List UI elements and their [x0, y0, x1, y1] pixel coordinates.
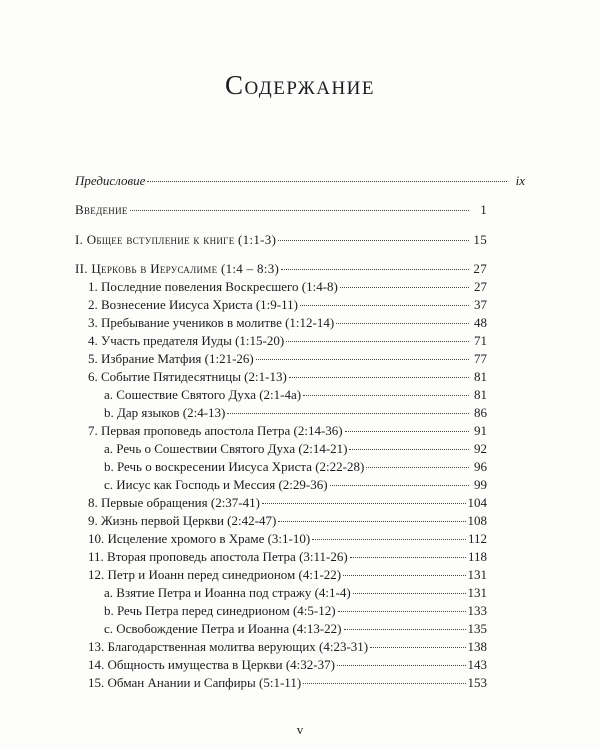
toc-entry-label: 10. Исцеление хромого в Храме (3:1-10)	[88, 531, 311, 546]
toc-entry-label: a. Речь о Сошествии Святого Духа (2:14-21)	[104, 441, 348, 456]
toc-entry-label: 5. Избрание Матфия (1:21-26)	[88, 351, 254, 366]
leader-dots	[353, 593, 466, 594]
toc-entry	[88, 297, 487, 313]
toc-entry-page: 143	[467, 657, 487, 672]
toc-subentry	[104, 387, 487, 403]
toc-entry-page: 135	[467, 621, 487, 636]
toc-entry-page: 27	[474, 279, 487, 294]
toc-entry-label: b. Речь о воскресении Иисуса Христа (2:22-28)	[104, 459, 365, 474]
toc-entry-label: 15. Обман Анании и Сапфиры (5:1-11)	[88, 675, 302, 690]
toc-subentry	[104, 621, 487, 637]
leader-dots	[350, 557, 466, 558]
toc-subentry	[104, 477, 487, 493]
toc-entry-label: 12. Петр и Иоанн перед синедрионом (4:1-22)	[88, 567, 342, 582]
toc-entry	[88, 495, 487, 511]
toc-entry-page: 92	[474, 441, 487, 456]
toc-entry-label: 14. Общность имущества в Церкви (4:32-37)	[88, 657, 335, 672]
leader-dots	[278, 240, 469, 241]
toc-entry-page: ix	[515, 173, 525, 188]
toc-entry-page: 138	[467, 639, 487, 654]
toc-subentry	[104, 459, 487, 475]
leader-dots	[130, 210, 469, 211]
leader-dots	[256, 359, 469, 360]
toc-entry-page: 81	[474, 369, 487, 384]
toc-entry-page: 77	[474, 351, 487, 366]
toc-entry-part-2	[75, 261, 487, 277]
leader-dots	[370, 647, 465, 648]
leader-dots	[343, 575, 465, 576]
toc-entry	[88, 351, 487, 367]
toc-entry-page: 91	[474, 423, 487, 438]
toc-entry-label: I. Общее вступление к книге (1:1-3)	[75, 232, 277, 247]
toc-subentry	[104, 405, 487, 421]
page-number: v	[296, 722, 304, 737]
toc-entry-label: 6. Событие Пятидесятницы (2:1-13)	[88, 369, 287, 384]
toc-entry-page: 108	[467, 513, 487, 528]
leader-dots	[286, 341, 469, 342]
toc-entry-page: 96	[474, 459, 487, 474]
toc-entry-page: 86	[474, 405, 487, 420]
leader-dots	[336, 323, 469, 324]
page-title: Содержание	[224, 70, 376, 100]
toc-entry	[88, 567, 487, 583]
toc-entry-label: 1. Последние повеления Воскресшего (1:4-8)	[88, 279, 338, 294]
toc-entry-label: c. Освобождение Петра и Иоанна (4:13-22)	[104, 621, 342, 636]
toc-entry	[88, 675, 487, 691]
toc-subentry	[104, 585, 487, 601]
toc-entry-label: Предисловие	[75, 173, 146, 188]
toc-entry-label: 11. Вторая проповедь апостола Петра (3:11-26)	[88, 549, 348, 564]
toc-entry-label: b. Речь Петра перед синедрионом (4:5-12)	[104, 603, 336, 618]
toc-entry-page: 153	[467, 675, 487, 690]
toc-entry	[88, 657, 487, 673]
toc-entry-page: 133	[467, 603, 487, 618]
toc-entry-page: 131	[467, 585, 487, 600]
toc-entry-label: 9. Жизнь первой Церкви (2:42-47)	[88, 513, 277, 528]
toc-entry	[88, 315, 487, 331]
toc-entry-label: a. Сошествие Святого Духа (2:1-4a)	[104, 387, 302, 402]
leader-dots	[289, 377, 469, 378]
toc-entry	[88, 423, 487, 439]
toc-entry-page: 48	[474, 315, 487, 330]
leader-dots	[262, 503, 466, 504]
toc-entry-page: 118	[467, 549, 487, 564]
toc-entry-page: 37	[474, 297, 487, 312]
leader-dots	[366, 467, 469, 468]
toc-entry-page: 71	[474, 333, 487, 348]
toc-entry	[88, 333, 487, 349]
toc-entry-label: 8. Первые обращения (2:37-41)	[88, 495, 260, 510]
toc-entry-page: 81	[474, 387, 487, 402]
toc-entry-label: b. Дар языков (2:4-13)	[104, 405, 226, 420]
toc-entry-label: 13. Благодарственная молитва верующих (4:23-31)	[88, 639, 369, 654]
toc-entry-page: 15	[473, 232, 487, 247]
leader-dots	[303, 395, 469, 396]
toc-entry-label: 4. Участь предателя Иуды (1:15-20)	[88, 333, 285, 348]
toc-subentry	[104, 603, 487, 619]
leader-dots	[281, 269, 469, 270]
leader-dots	[227, 413, 469, 414]
toc-subentry	[104, 441, 487, 457]
toc-entry-introduction	[75, 202, 487, 218]
toc-entry	[88, 549, 487, 565]
toc-entry	[88, 279, 487, 295]
toc-entry-page: 112	[467, 531, 487, 546]
leader-dots	[337, 665, 466, 666]
toc-entry-page: 99	[474, 477, 487, 492]
toc-entry-label: c. Иисус как Господь и Мессия (2:29-36)	[104, 477, 328, 492]
leader-dots	[349, 449, 469, 450]
leader-dots	[312, 539, 466, 540]
toc-entry-page: 131	[467, 567, 487, 582]
toc-entry-label: 2. Вознесение Иисуса Христа (1:9-11)	[88, 297, 298, 312]
leader-dots	[340, 287, 469, 288]
toc-entry-page: 104	[467, 495, 487, 510]
toc-entry	[88, 513, 487, 529]
leader-dots	[330, 485, 469, 486]
toc-entry	[88, 531, 487, 547]
leader-dots	[278, 521, 465, 522]
toc-entry-label: 3. Пребывание учеников в молитве (1:12-14)	[88, 315, 335, 330]
toc-entry-part-1	[75, 232, 487, 248]
toc-entry-label: II. Церковь в Иерусалиме (1:4 – 8:3)	[75, 261, 280, 276]
toc-entry-label: 7. Первая проповедь апостола Петра (2:14-36)	[88, 423, 343, 438]
toc-entry	[88, 639, 487, 655]
toc-entry-preface	[75, 173, 525, 189]
leader-dots	[303, 683, 465, 684]
leader-dots	[338, 611, 466, 612]
leader-dots	[344, 629, 466, 630]
toc-entry-page: 1	[480, 202, 487, 217]
toc-entry	[88, 369, 487, 385]
leader-dots	[300, 305, 469, 306]
toc-entry-page: 27	[473, 261, 487, 276]
toc-entry-label: a. Взятие Петра и Иоанна под стражу (4:1-4)	[104, 585, 351, 600]
leader-dots	[345, 431, 469, 432]
leader-dots	[147, 181, 507, 182]
toc-entry-label: Введение	[75, 202, 128, 217]
